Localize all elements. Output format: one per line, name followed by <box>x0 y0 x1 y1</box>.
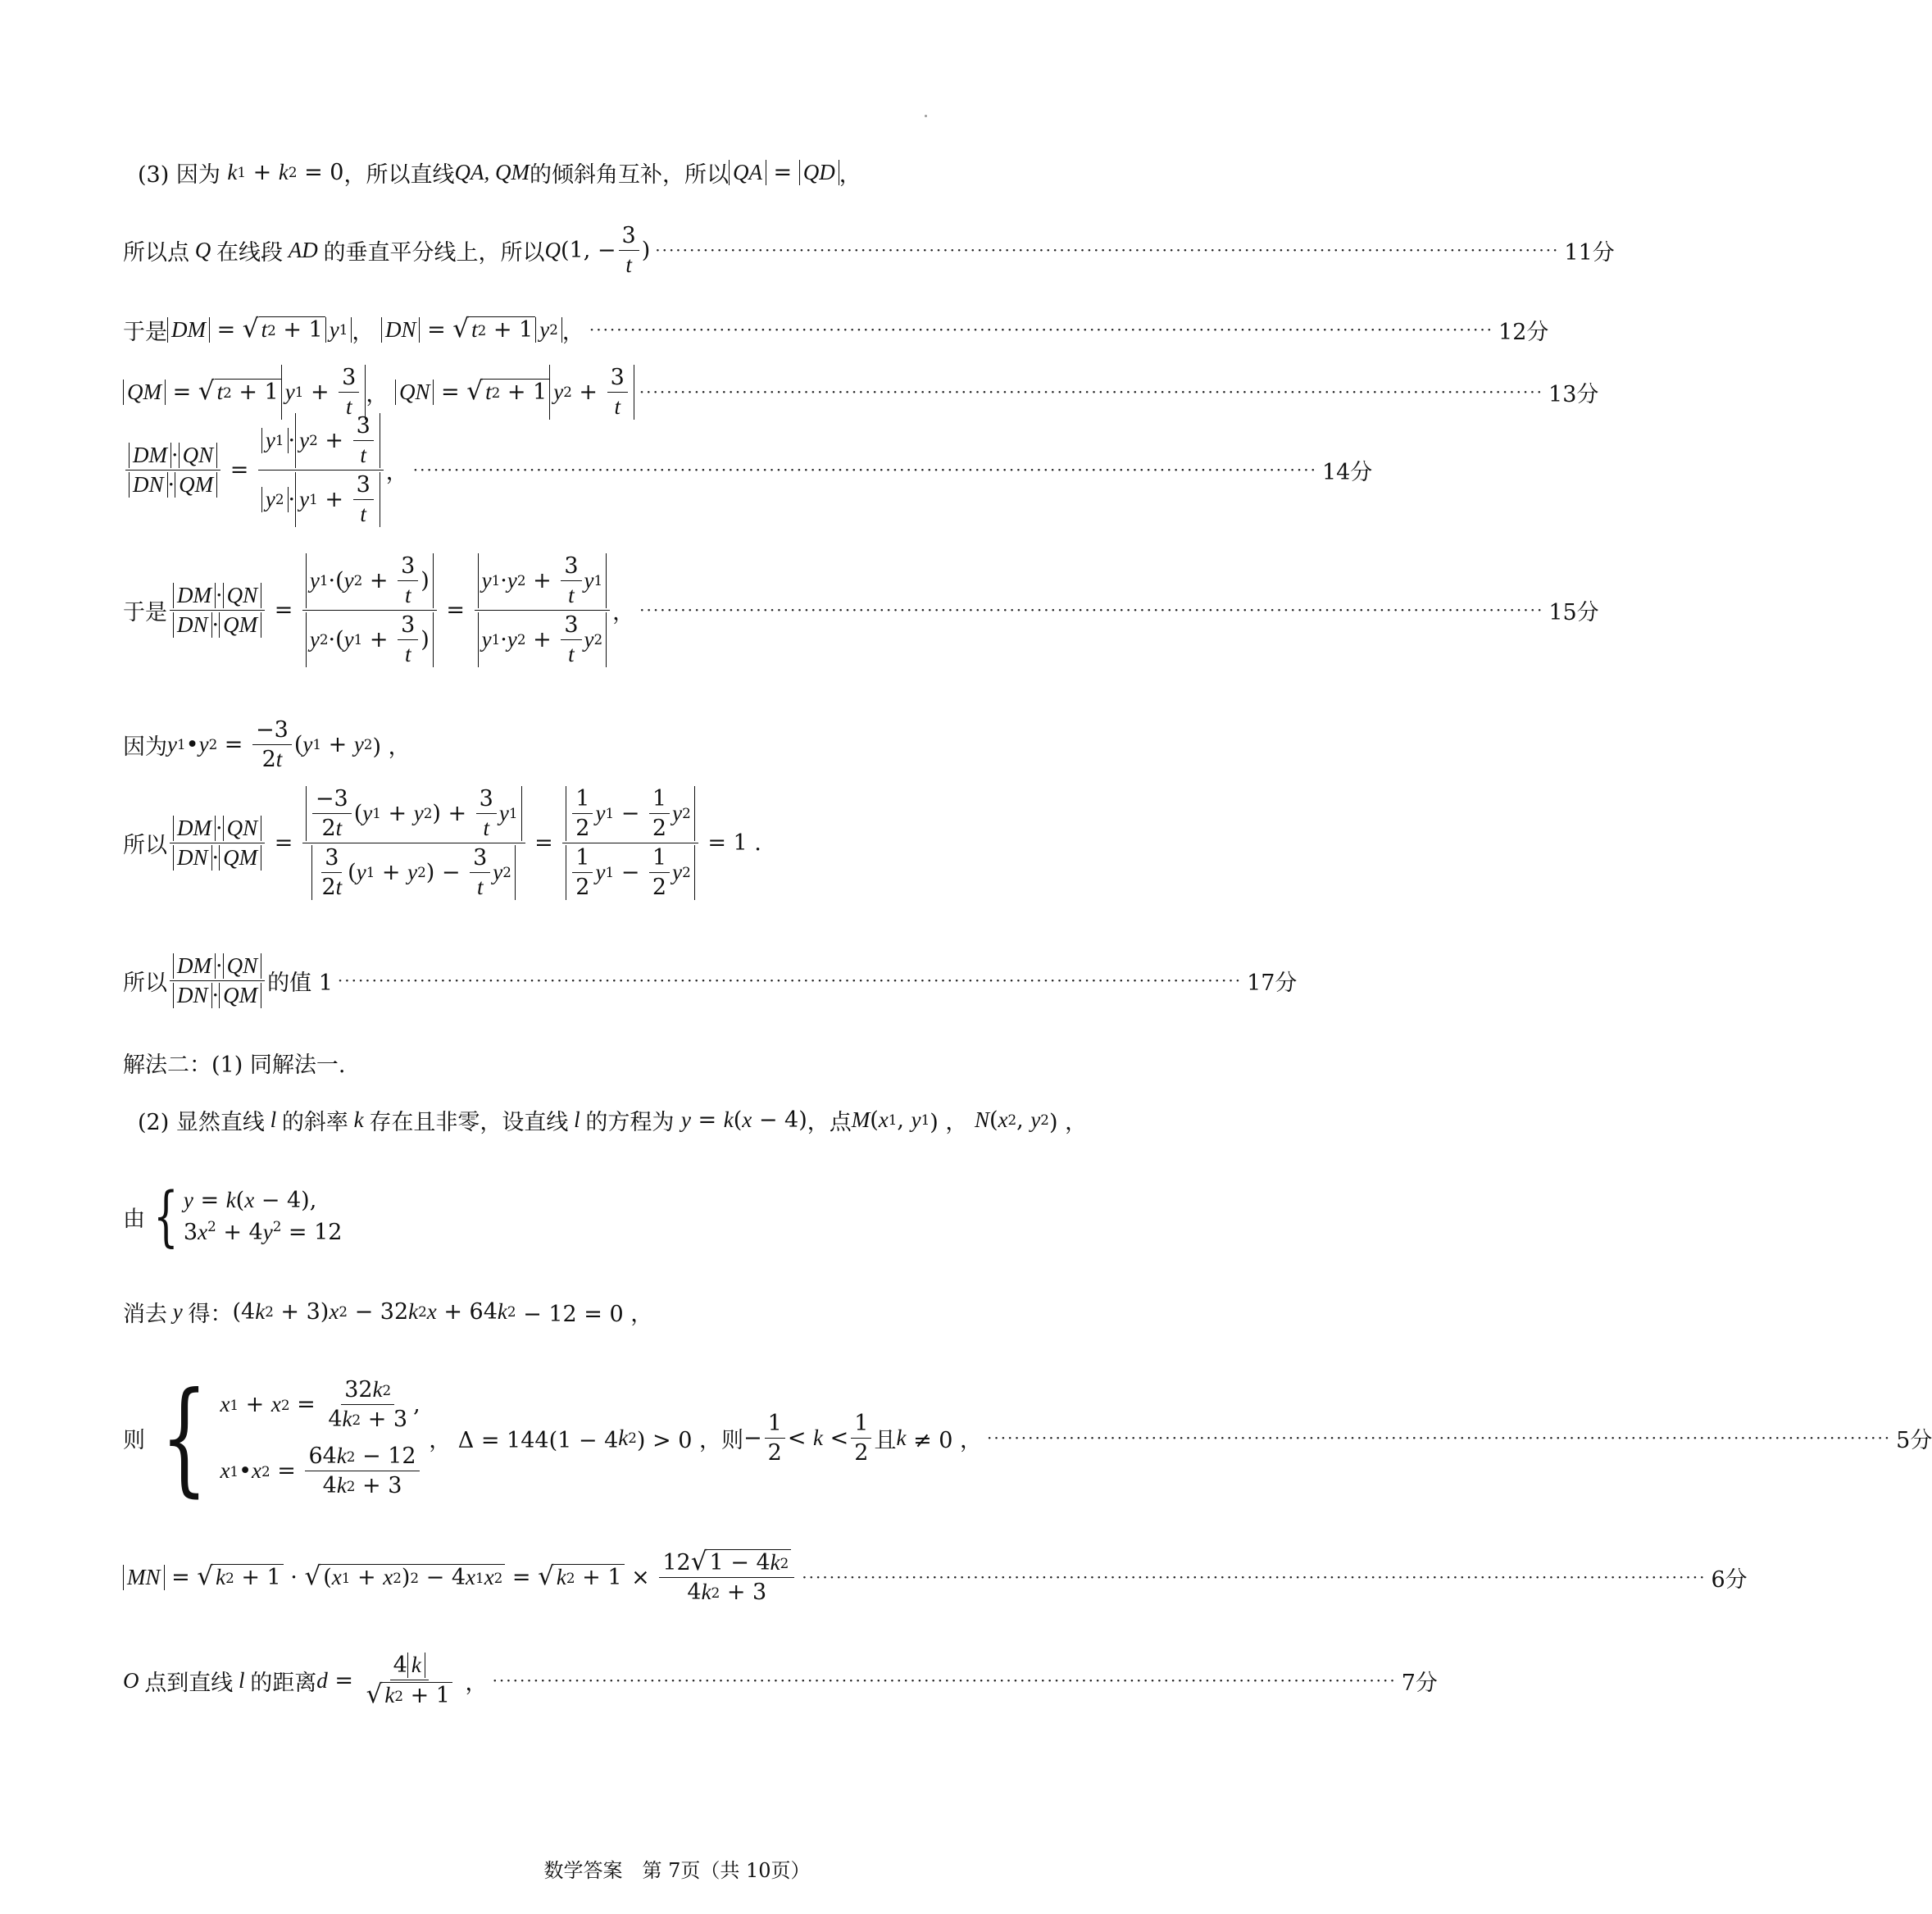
line-9 <box>123 952 1298 1008</box>
math: y 1 • y 2 = −3 2 t ( y 1 + y 2 ) ， <box>167 716 411 772</box>
leader-dots: ···································································································································· <box>639 600 1544 620</box>
text: ，点 <box>807 1109 852 1135</box>
line-16: O 点到直线 l 的距离 d = 4 k √ k 2 + 1 ， ···································································································································· 7分 <box>123 1653 1438 1709</box>
leader-dots: ···································································································································· <box>986 1428 1892 1448</box>
score: 5分 <box>1896 1427 1932 1453</box>
math: y = k ( x − 4) <box>680 1107 807 1133</box>
math: DM · QN DN · QM = −3 2 t ( y 1 + y 2 ) + $\frac{3}{t}$ y 1 3 2 t ( y 1 + y 2 ) − $\frac{3}{t}$ y 2 = $\frac{1}{2}$ y 1 − $\frac{1}{2}$ y 2 $\frac{1}{2}$ y 1 − $\frac{1}{2}$ y 2 = 1 . <box>167 786 761 900</box>
math: DM · QN DN · QM = y 1 · y 2 + $\frac{3}{t}$ y 2 · y 1 + $\frac{3}{t}$ ， <box>123 413 408 527</box>
math: QM = √ t 2 + 1 y 1 + $\frac{3}{t}$ ， QN = √ t 2 + 1 y 2 + $\frac{3}{t}$ <box>123 365 634 420</box>
score: 11分 <box>1564 239 1615 266</box>
leader-dots: ···································································································································· <box>412 460 1317 480</box>
text: 且 <box>874 1427 897 1453</box>
leader-dots: ···································································································································· <box>589 320 1494 339</box>
math: − $\frac{1}{2}$ < k < $\frac{1}{2}$ <box>743 1411 874 1466</box>
line-13: 消去 y 得： (4 k 2 + 3) x 2 − 32 k 2 x + 64 k 2 − 12 = 0 ， <box>123 1296 1231 1328</box>
leader-dots: ···································································································································· <box>337 971 1243 990</box>
line-6 <box>123 552 1599 667</box>
text: 于是 <box>123 319 167 345</box>
math: QA = QD <box>729 160 839 185</box>
score: 7分 <box>1401 1670 1438 1696</box>
math: DM · QN DN · QM <box>167 953 267 1008</box>
math: d = 4 k √ k 2 + 1 ， <box>316 1653 488 1709</box>
math: (4 k 2 + 3) x 2 − 32 k 2 x + 64 k 2 − 12 = 0 ， <box>232 1298 653 1327</box>
math: ， Δ = 144(1 − 4 k 2 ) > 0 ， <box>421 1425 722 1453</box>
text: 所以 <box>123 970 167 996</box>
math: QA, QM <box>454 159 530 184</box>
text: (2) 显然直线 <box>138 1109 265 1135</box>
line-12 <box>123 1178 1231 1254</box>
text: 得： <box>188 1301 233 1327</box>
text: 于是 <box>123 599 167 625</box>
score: 13分 <box>1548 381 1599 407</box>
text: 所以点 <box>123 239 189 266</box>
text: 则 <box>123 1427 145 1453</box>
text: (3) 因为 <box>138 161 220 188</box>
text: 的倾斜角互补，所以 <box>529 161 729 188</box>
math: MN = √ k 2 + 1 · √ ( x 1 + x 2 ) 2 − 4 x 1 x 2 = √ k 2 + 1 × 12 √ 1 − 4 k 2 4 k 2 + 3 <box>123 1549 797 1605</box>
math: DM · QN DN · QM = y 1 ·( y 2 + $\frac{3}{t}$ ) y 2 ·( y 1 + $\frac{3}{t}$ ) = y 1 · y 2 + $\frac{3}{t}$ y 1 y 1 · y 2 + $\frac{3}{t}$ y 2 ， <box>167 553 634 667</box>
line-14 <box>123 1366 1932 1509</box>
line-10 <box>123 1047 1231 1079</box>
score: 6分 <box>1711 1566 1748 1593</box>
page-footer: 数学答案 第 7页（共 10页） <box>543 1859 811 1882</box>
text: 因为 <box>123 734 167 760</box>
text: 所以 <box>123 832 167 858</box>
math: Q (1, − $\frac{3}{t}$ ) <box>544 222 651 277</box>
text: 点到直线 <box>144 1670 234 1696</box>
equation-system: { y = k(x − 4), $3x^2 + 4y^2 = 12$ <box>153 1178 343 1254</box>
math: k 1 + k 2 = 0 <box>227 159 344 185</box>
line-4 <box>123 364 1599 420</box>
equation-system: { x 1 + x 2 = 32 k 2 4 k 2 + 3 , x 1 • x 2 = 64 k 2 − 12 4 k 2 + 3 <box>161 1366 420 1509</box>
text: 的垂直平分线上，所以 <box>323 239 545 266</box>
text: ，所以直线 <box>343 161 455 188</box>
text: 的方程为 <box>585 1109 675 1135</box>
line-7 <box>123 717 1231 772</box>
score: 14分 <box>1321 459 1373 485</box>
math: DM = √ t 2 + 1 y 1 ， DN = √ t 2 + 1 y 2 ， <box>167 314 584 346</box>
leader-dots: ···································································································································· <box>639 382 1544 402</box>
leader-dots: ···································································································································· <box>802 1567 1707 1587</box>
line-11: (2) 显然直线 l 的斜率 k 存在且非零，设直线 l 的方程为 y = k ( x − 4) ，点 M ( x 1 , y 1 ) ， N ( x 2 , y 2 ) ， <box>138 1104 1231 1136</box>
score: 15分 <box>1548 599 1599 625</box>
text: 则 <box>721 1427 744 1453</box>
text: 解法二：(1) 同解法一. <box>123 1052 346 1078</box>
text: 存在且非零，设直线 <box>369 1109 569 1135</box>
text: ， <box>839 161 861 188</box>
text: 在线段 <box>216 239 283 266</box>
line-5 <box>123 412 1373 527</box>
line-2: 所以点 Q 在线段 AD 的垂直平分线上，所以 Q (1, − $\frac{3}{t}$ ) ···································································································································· 11分 <box>123 222 1615 277</box>
math: M ( x 1 , y 1 ) ， N ( x 2 , y 2 ) ， <box>851 1107 1088 1135</box>
score: 17分 <box>1247 970 1298 996</box>
text: 的值 1 <box>267 970 333 996</box>
leader-dots: ···································································································································· <box>655 240 1560 260</box>
leader-dots: ···································································································································· <box>492 1671 1397 1690</box>
score: 12分 <box>1498 319 1549 345</box>
scan-speck <box>925 115 927 117</box>
text: 的斜率 <box>281 1109 348 1135</box>
text: 的距离 <box>250 1670 317 1696</box>
text: 由 <box>123 1206 145 1232</box>
line-3 <box>123 314 1549 346</box>
line-8 <box>123 786 1231 900</box>
line-1 <box>138 157 1231 189</box>
math: k ≠ 0 ， <box>896 1425 982 1453</box>
line-15 <box>123 1547 1748 1605</box>
text: 消去 <box>123 1301 167 1327</box>
